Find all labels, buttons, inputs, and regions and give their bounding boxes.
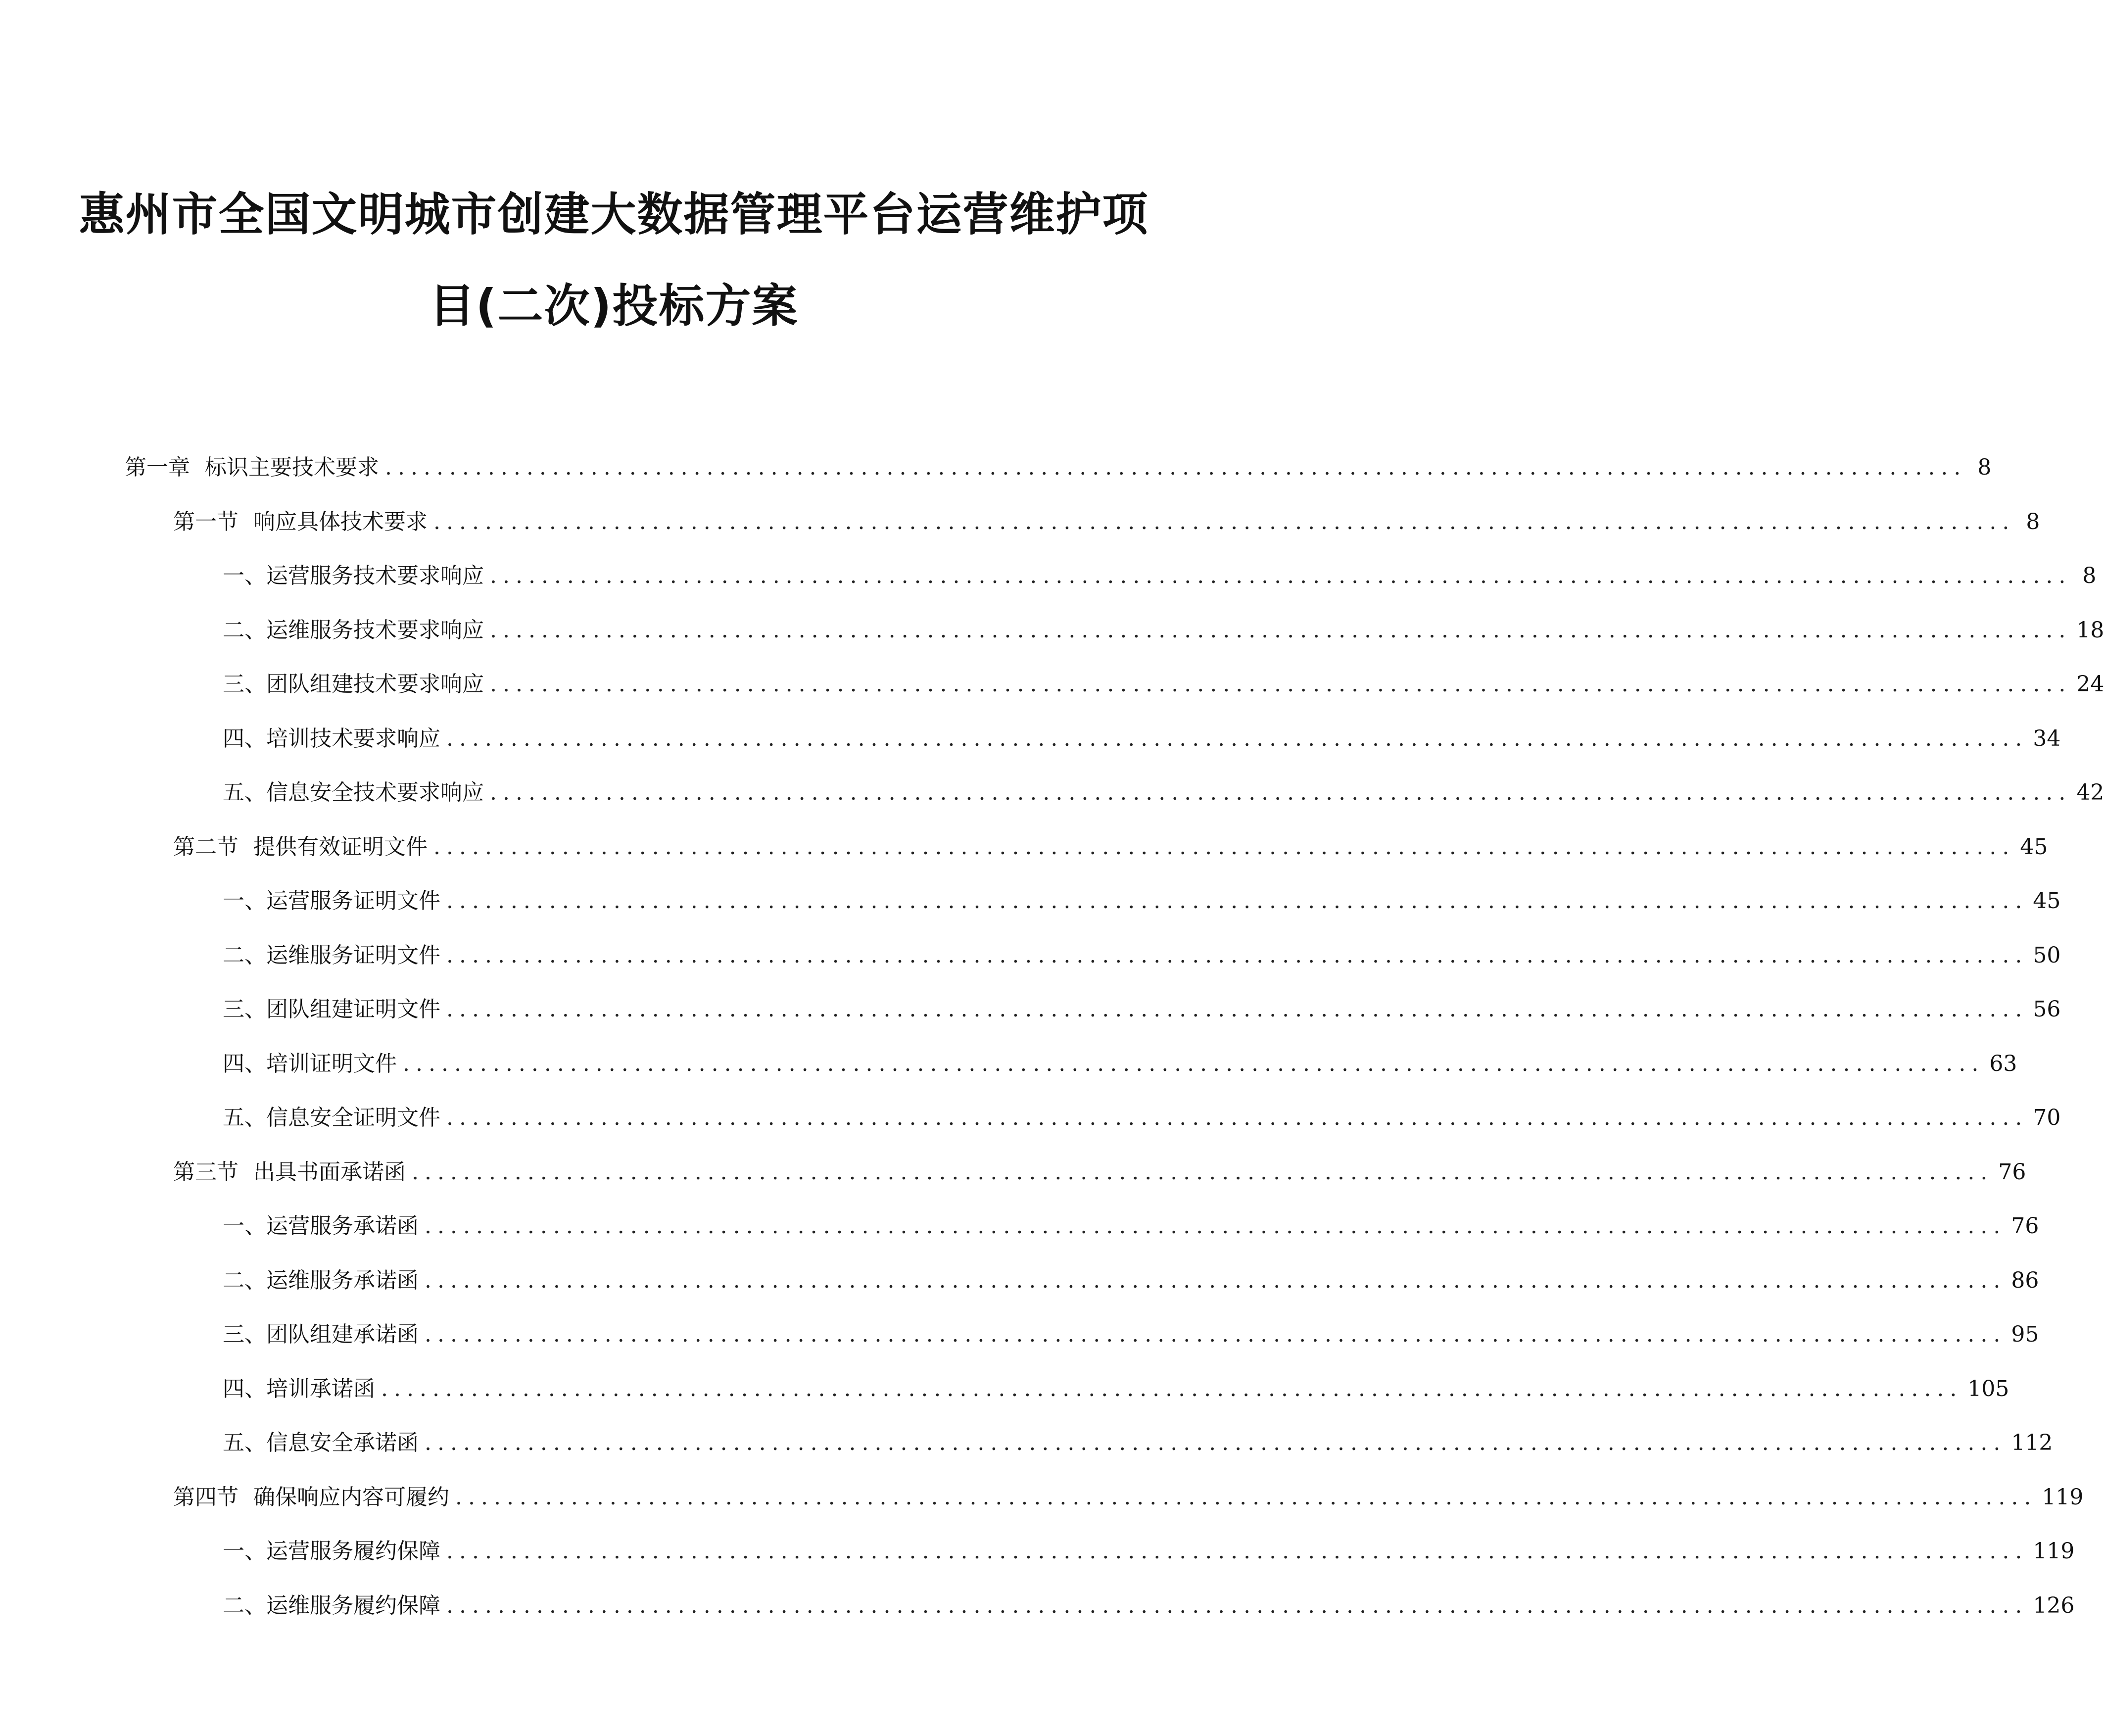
toc-entry-number: 二、 (223, 1268, 266, 1293)
toc-entry-page-number: 34 (2033, 726, 2061, 751)
toc-entry[interactable] (223, 1586, 2075, 1621)
toc-entry[interactable] (223, 1206, 2039, 1241)
toc-dot-leader: ........................................................................................................................... (433, 509, 2015, 534)
toc-entry[interactable] (223, 1044, 2017, 1079)
toc-dot-leader: ........................................................................................................................... (455, 1485, 2037, 1510)
toc-entry-label: 运维服务承诺函 (266, 1268, 419, 1293)
toc-dot-leader: ........................................................................................................................... (385, 455, 1967, 480)
toc-entry[interactable] (223, 936, 2061, 970)
toc-entry-page-number: 119 (2042, 1485, 2084, 1510)
toc-entry-number: 二、 (223, 943, 266, 968)
toc-entry-page-number: 42 (2076, 780, 2104, 805)
toc-entry-page-number: 105 (1967, 1376, 2009, 1401)
toc-entry-page-number: 112 (2011, 1430, 2053, 1455)
toc-dot-leader: ........................................................................................................................... (425, 1268, 2007, 1293)
toc-entry-page-number: 50 (2033, 943, 2061, 968)
toc-entry-label: 运维服务履约保障 (266, 1593, 440, 1618)
toc-entry-label: 培训技术要求响应 (266, 726, 440, 751)
toc-dot-leader: ........................................................................................................................... (446, 726, 2028, 751)
toc-entry-number: 一、 (223, 563, 266, 588)
toc-entry-number: 四、 (223, 1051, 266, 1076)
toc-entry-label: 提供有效证明文件 (253, 834, 428, 860)
toc-entry-label: 运维服务证明文件 (266, 943, 440, 968)
toc-entry-page-number: 76 (1998, 1159, 2026, 1185)
toc-entry-page-number: 18 (2076, 618, 2104, 643)
toc-entry-page-number: 63 (1989, 1051, 2017, 1076)
toc-entry[interactable] (223, 1261, 2039, 1296)
toc-entry-number: 五、 (223, 1430, 266, 1455)
toc-entry-number: 一、 (223, 1539, 266, 1564)
toc-dot-leader: ........................................................................................................................... (490, 618, 2072, 643)
toc-entry[interactable] (223, 719, 2061, 754)
toc-dot-leader: ........................................................................................................................... (425, 1430, 2007, 1455)
toc-entry-page-number: 8 (1977, 455, 1992, 480)
toc-entry-label: 运营服务承诺函 (266, 1213, 419, 1239)
toc-entry-label: 团队组建承诺函 (266, 1322, 419, 1347)
toc-entry-page-number: 76 (2011, 1213, 2039, 1239)
toc-dot-leader: ........................................................................................................................... (446, 1105, 2028, 1130)
toc-entry-page-number: 45 (2033, 888, 2061, 914)
toc-entry-label: 信息安全承诺函 (266, 1430, 419, 1455)
toc-entry-number: 第一节 (173, 509, 239, 534)
toc-entry-page-number: 8 (2082, 563, 2097, 588)
toc-entry-number: 二、 (223, 618, 266, 643)
toc-entry[interactable] (173, 502, 2040, 537)
toc-entry-page-number: 8 (2026, 509, 2040, 534)
toc-entry-label: 团队组建技术要求响应 (266, 672, 484, 697)
toc-entry-number: 五、 (223, 780, 266, 805)
toc-entry-number: 三、 (223, 1322, 266, 1347)
toc-entry-number: 四、 (223, 1376, 266, 1401)
toc-entry-number: 第一章 (125, 455, 190, 480)
toc-entry-label: 团队组建证明文件 (266, 997, 440, 1022)
toc-entry-number: 第三节 (173, 1159, 239, 1185)
toc-entry-page-number: 70 (2033, 1105, 2061, 1130)
toc-dot-leader: ........................................................................................................................... (446, 1539, 2028, 1564)
toc-entry-page-number: 126 (2033, 1593, 2075, 1618)
toc-entry-label: 响应具体技术要求 (253, 509, 428, 534)
toc-entry-number: 五、 (223, 1105, 266, 1130)
toc-entry-number: 三、 (223, 672, 266, 697)
toc-dot-leader: ........................................................................................................................... (412, 1159, 1994, 1185)
toc-entry[interactable] (223, 1532, 2075, 1566)
toc-entry-number: 二、 (223, 1593, 266, 1618)
toc-dot-leader: ........................................................................................................................... (381, 1376, 1963, 1401)
toc-entry[interactable] (223, 990, 2061, 1024)
toc-entry-number: 四、 (223, 726, 266, 751)
toc-entry[interactable] (223, 1315, 2039, 1350)
toc-entry-label: 运营服务证明文件 (266, 888, 440, 914)
toc-entry[interactable] (173, 1153, 2026, 1187)
document-title-line-2: 目(二次)投标方案 (429, 280, 799, 333)
toc-entry-label: 确保响应内容可履约 (253, 1485, 449, 1510)
toc-dot-leader: ........................................................................................................................... (446, 943, 2028, 968)
toc-entry-number: 三、 (223, 997, 266, 1022)
toc-entry-page-number: 56 (2033, 997, 2061, 1022)
toc-entry-number: 第二节 (173, 834, 239, 860)
toc-dot-leader: ........................................................................................................................... (446, 997, 2028, 1022)
toc-entry[interactable] (125, 448, 1992, 482)
toc-entry-page-number: 86 (2011, 1268, 2039, 1293)
toc-dot-leader: ........................................................................................................................... (425, 1322, 2007, 1347)
toc-entry[interactable] (223, 773, 2104, 808)
toc-dot-leader: ........................................................................................................................... (490, 672, 2072, 697)
toc-entry[interactable] (223, 556, 2097, 591)
toc-entry[interactable] (223, 1369, 2009, 1404)
toc-dot-leader: ........................................................................................................................... (446, 1593, 2028, 1618)
toc-entry[interactable] (223, 665, 2104, 699)
toc-dot-leader: ........................................................................................................................... (490, 563, 2072, 588)
toc-entry[interactable] (223, 1098, 2061, 1133)
toc-entry[interactable] (223, 1423, 2053, 1458)
toc-entry-number: 一、 (223, 1213, 266, 1239)
toc-entry-label: 出具书面承诺函 (253, 1159, 406, 1185)
toc-entry-label: 信息安全证明文件 (266, 1105, 440, 1130)
toc-entry-page-number: 24 (2076, 672, 2104, 697)
toc-dot-leader: ........................................................................................................................... (446, 888, 2028, 914)
toc-entry[interactable] (173, 827, 2048, 862)
toc-dot-leader: ........................................................................................................................... (433, 834, 2015, 860)
toc-entry-label: 信息安全技术要求响应 (266, 780, 484, 805)
toc-dot-leader: ........................................................................................................................... (490, 780, 2072, 805)
toc-dot-leader: ........................................................................................................................... (403, 1051, 1985, 1076)
toc-entry-label: 运营服务履约保障 (266, 1539, 440, 1564)
document-title-line-1: 惠州市全国文明城市创建大数据管理平台运营维护项 (79, 188, 1149, 241)
toc-entry-label: 运营服务技术要求响应 (266, 563, 484, 588)
toc-entry-label: 培训证明文件 (266, 1051, 397, 1076)
toc-entry-page-number: 119 (2033, 1539, 2075, 1564)
toc-entry-label: 标识主要技术要求 (205, 455, 379, 480)
toc-entry[interactable] (173, 1478, 2084, 1512)
toc-dot-leader: ........................................................................................................................... (425, 1213, 2007, 1239)
toc-entry[interactable] (223, 611, 2104, 645)
toc-entry-number: 第四节 (173, 1485, 239, 1510)
toc-entry-page-number: 95 (2011, 1322, 2039, 1347)
toc-entry[interactable] (223, 881, 2061, 916)
toc-entry-label: 运维服务技术要求响应 (266, 618, 484, 643)
toc-entry-number: 一、 (223, 888, 266, 914)
toc-entry-page-number: 45 (2020, 834, 2048, 860)
toc-entry-label: 培训承诺函 (266, 1376, 375, 1401)
